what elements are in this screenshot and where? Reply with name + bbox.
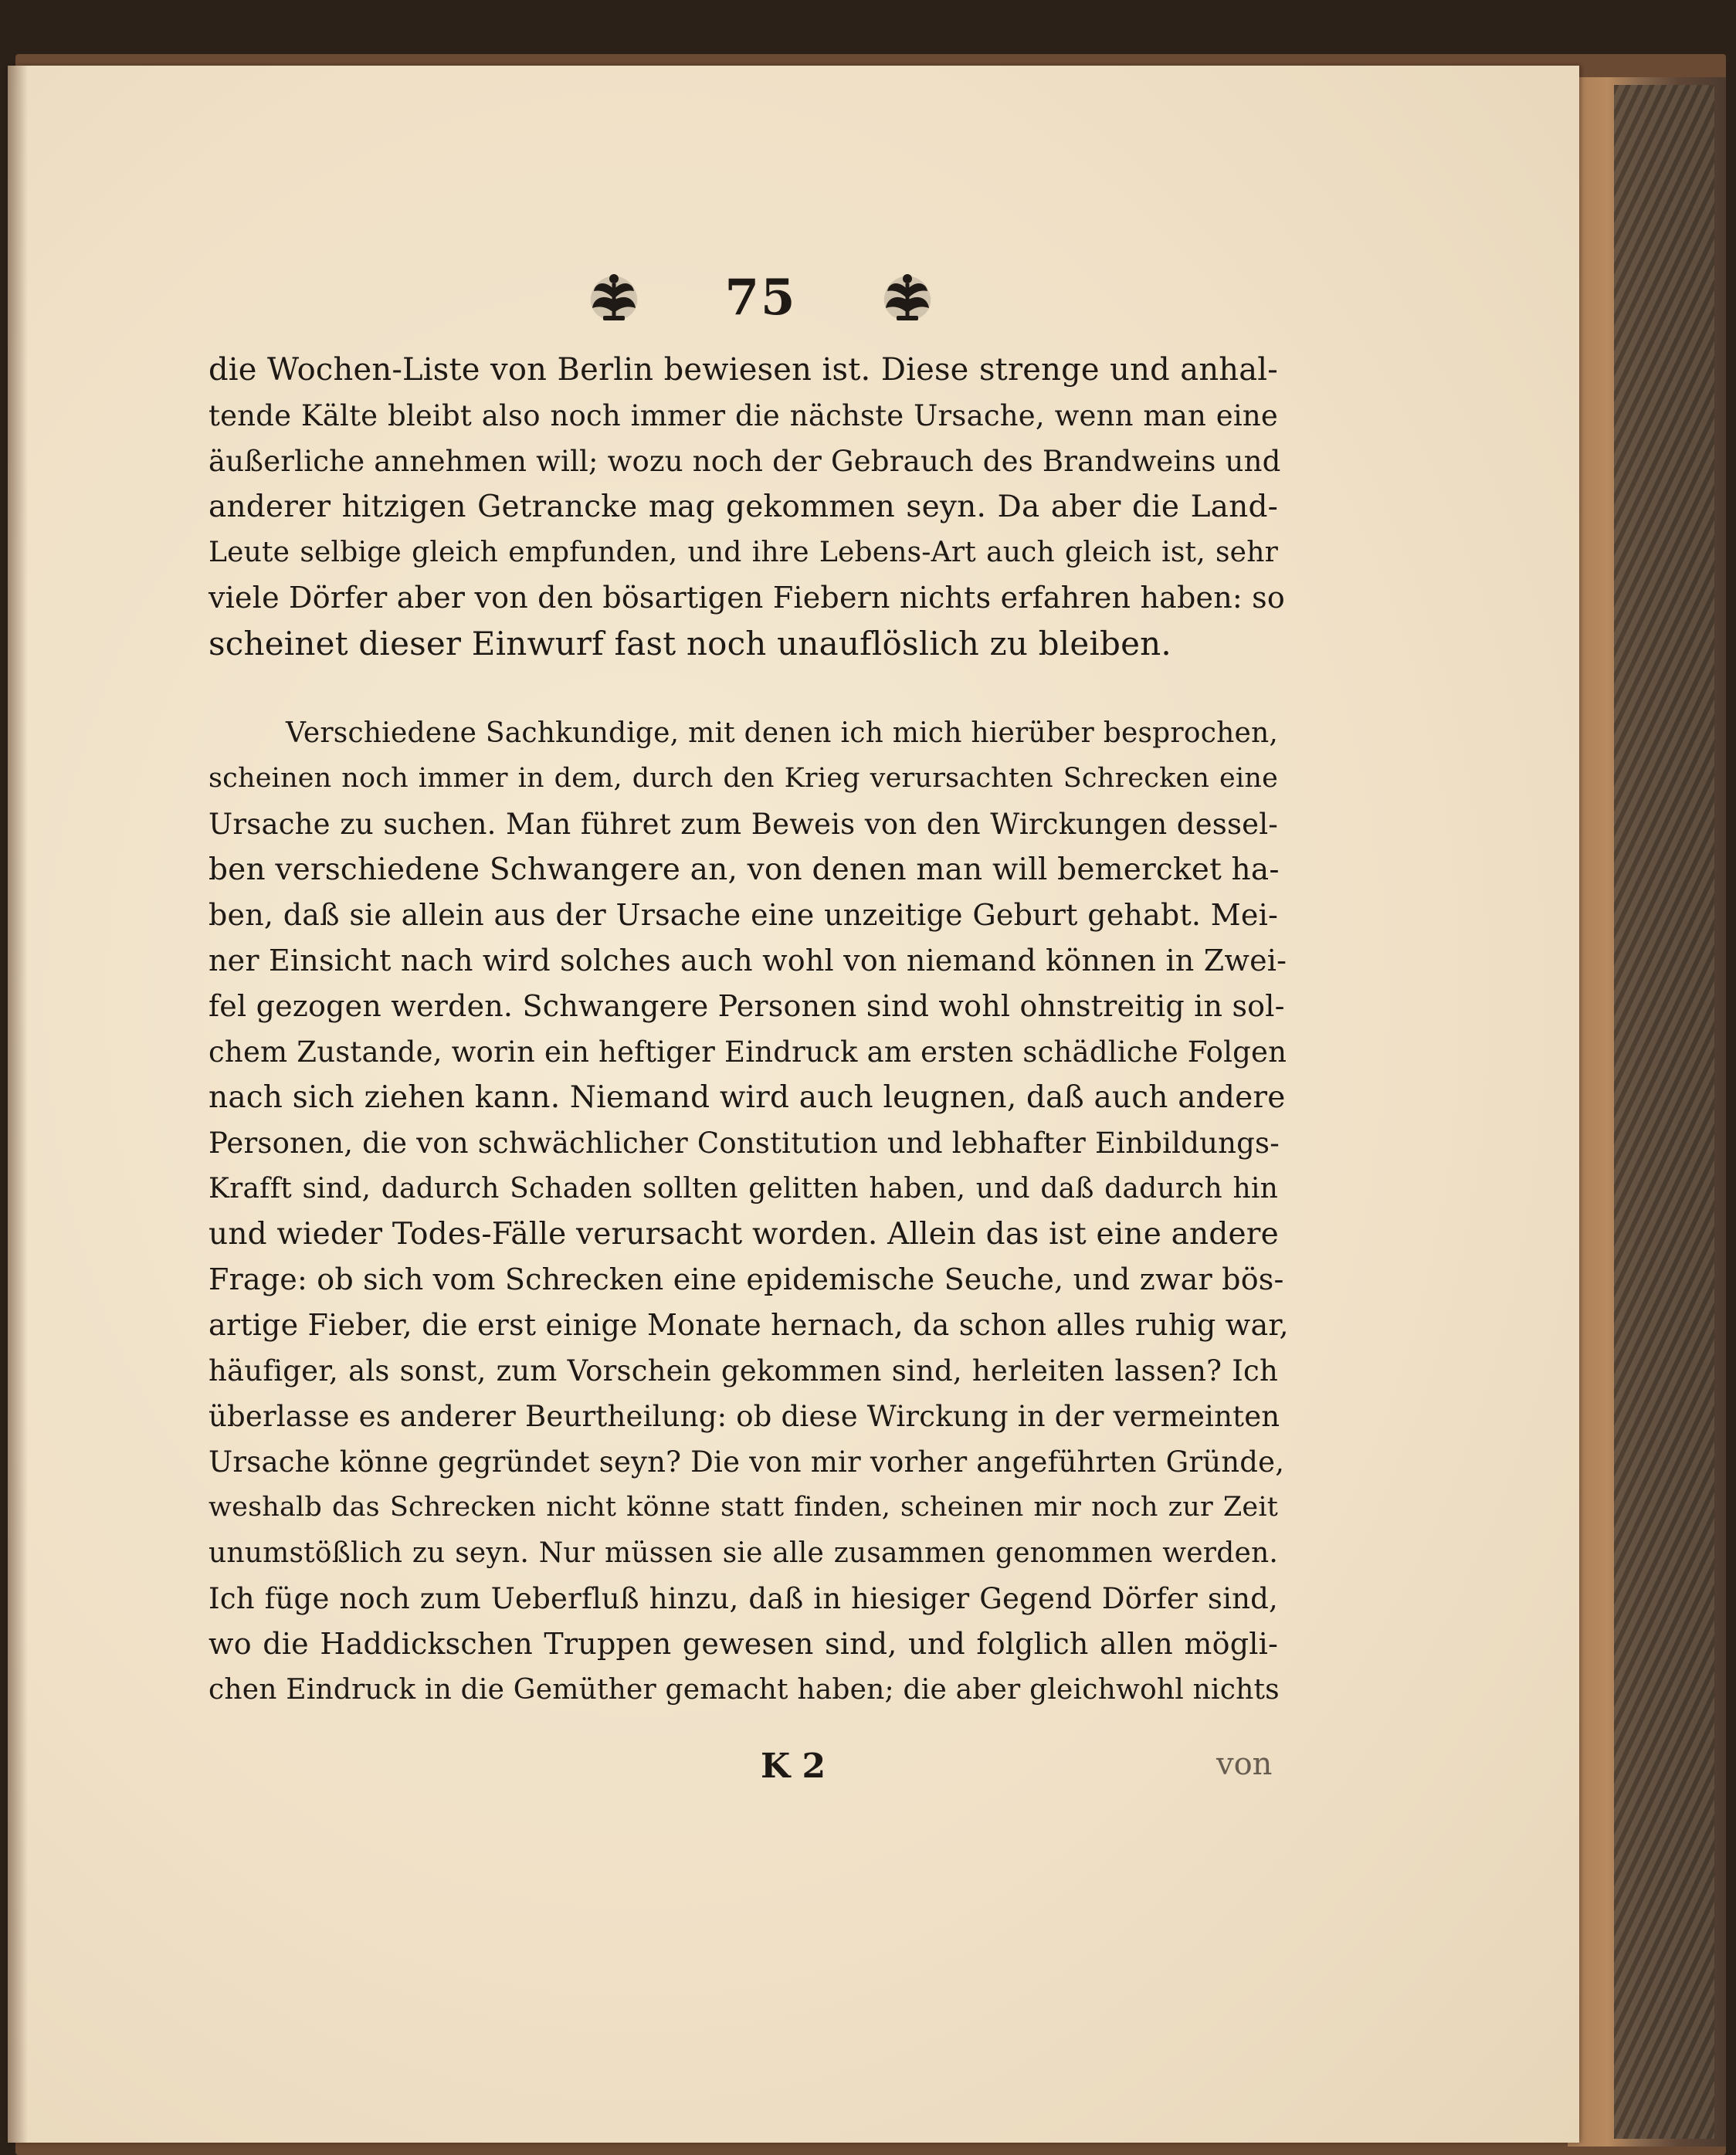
text-line: Frage: ob sich vom Schrecken eine epidemische Seuche, und zwar bös- (209, 1262, 1284, 1296)
text-line: scheinen noch immer in dem, durch den Krieg verursachten Schrecken eine (209, 763, 1278, 794)
page-number: 75 (724, 268, 797, 327)
text-line: Verschiedene Sachkundige, mit denen ich mich hierüber besprochen, (286, 717, 1278, 749)
text-line: Personen, die von schwächlicher Constitution und lebhafter Einbildungs- (209, 1127, 1280, 1160)
text-line: häufiger, als sonst, zum Vorschein gekommen sind, herleiten lassen? Ich (209, 1354, 1278, 1388)
text-line: ner Einsicht nach wird solches auch wohl von niemand können in Zwei- (209, 944, 1287, 978)
text-line: Leute selbige gleich empfunden, und ihre Lebens-Art auch gleich ist, sehr (209, 537, 1278, 568)
text-line: anderer hitzigen Getrancke mag gekommen seyn. Da aber die Land- (209, 490, 1278, 524)
text-line: äußerliche annehmen will; wozu noch der Gebrauch des Brandweins und (209, 445, 1281, 478)
paragraph-2 (209, 710, 1289, 1713)
text-line: ben verschiedene Schwangere an, von denen man will bemercket ha- (209, 852, 1280, 887)
catchword: von (1216, 1747, 1273, 1782)
text-line: fel gezogen werden. Schwangere Personen sind wohl ohnstreitig in sol- (209, 989, 1285, 1023)
text-line: artige Fieber, die erst einige Monate hernach, da schon alles ruhig war, (209, 1308, 1289, 1342)
page-gutter-shadow (8, 66, 28, 2143)
text-line: wo die Haddickschen Truppen gewesen sind, und folglich allen mögli- (209, 1627, 1278, 1661)
text-line: ben, daß sie allein aus der Ursache eine unzeitige Geburt gehabt. Mei- (209, 898, 1278, 932)
text-line: die Wochen-Liste von Berlin bewiesen ist. Diese strenge und anhal- (209, 352, 1278, 388)
text-line: chem Zustande, worin ein heftiger Eindruck am ersten schädliche Folgen (209, 1035, 1287, 1069)
fleuron-right-icon (876, 266, 938, 328)
marbled-board (1614, 85, 1714, 2139)
signature-mark: K 2 (761, 1747, 826, 1786)
text-line: scheinet dieser Einwurf fast noch unauflöslich zu bleiben. (209, 625, 1171, 662)
text-line: Ich füge noch zum Ueberfluß hinzu, daß in hiesiger Gegend Dörfer sind, (209, 1582, 1278, 1615)
text-line: Ursache zu suchen. Man führet zum Beweis von den Wirckungen dessel- (209, 808, 1278, 841)
fleuron-left-icon (583, 266, 645, 328)
text-line: viele Dörfer aber von den bösartigen Fiebern nichts erfahren haben: so (209, 581, 1285, 615)
text-line: unumstößlich zu seyn. Nur müssen sie alle zusammen genommen werden. (209, 1537, 1278, 1569)
text-line: weshalb das Schrecken nicht könne statt finden, scheinen mir noch zur Zeit (209, 1492, 1278, 1523)
text-line: und wieder Todes-Fälle verursacht worden. Allein das ist eine andere (209, 1217, 1279, 1252)
running-header (583, 259, 938, 336)
text-line: nach sich ziehen kann. Niemand wird auch leugnen, daß auch andere (209, 1080, 1286, 1115)
text-line: chen Eindruck in die Gemüther gemacht haben; die aber gleichwohl nichts (209, 1674, 1280, 1706)
text-line: Krafft sind, dadurch Schaden sollten gelitten haben, und daß dadurch hin (209, 1173, 1278, 1205)
text-line: überlasse es anderer Beurtheilung: ob diese Wirckung in der vermeinten (209, 1400, 1280, 1433)
text-line: Ursache könne gegründet seyn? Die von mir vorher angeführten Gründe, (209, 1445, 1285, 1479)
text-line: tende Kälte bleibt also noch immer die nächste Ursache, wenn man eine (209, 399, 1278, 432)
paragraph-1 (209, 347, 1285, 666)
